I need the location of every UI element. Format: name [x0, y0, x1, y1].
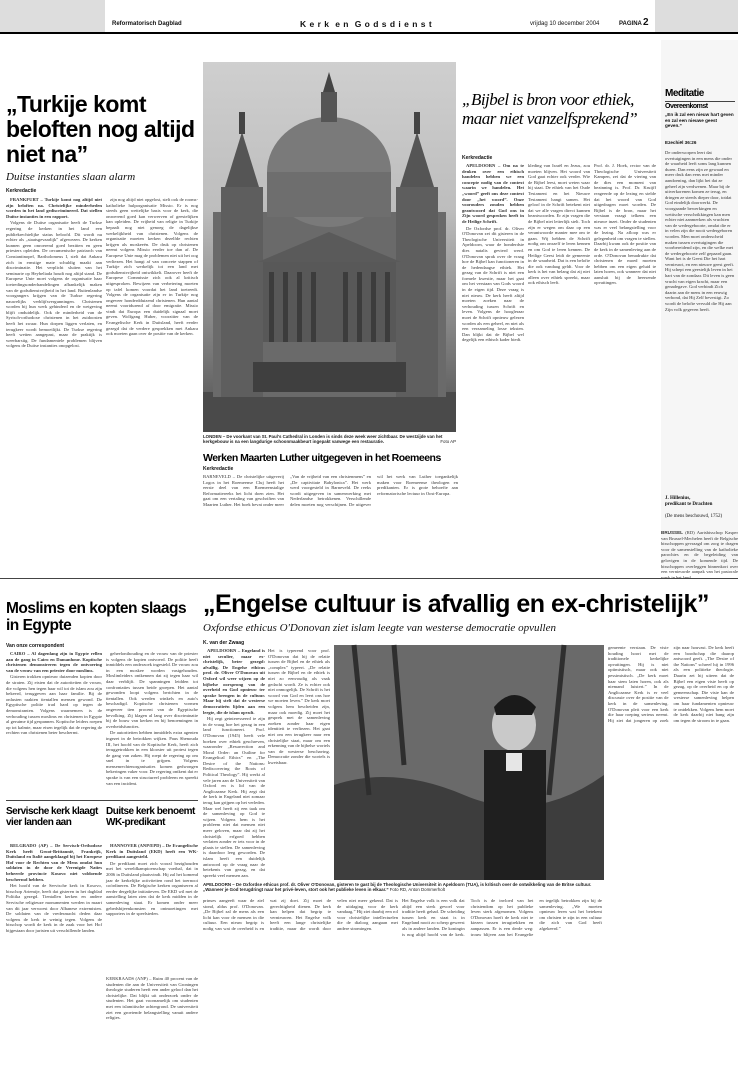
engelse-body: Hij zegt geinteresseerd te zijn in de vraag hoe het gezag in een land functioneert. Prof. O'Donovan (1945) heeft vele boeken over ethiek geschreven, waaronder „Resurrection and Moral Order: an Outline for Evangelical Ethics” en „The Desire of the Nations: Rediscovering the Roots of Political Theology”. Hij werkt al vele jaren aan de Universiteit van Oxford en is lid van de Anglicaanse Kerk. Hij zegt dat de kerk in Engeland niet zomaar terug kan grijpen op het verleden. Maar wel heeft zij een taak om de samenleving op God te wijzen. Volgens hem is het probleem niet dat mensen niet meer geloven, maar dat zij het christelijk erfgoed hebben verlaten zonder er iets voor in de plaats te stellen. De samenleving is daardoor leeg geworden. De islam heeft een duidelijk antwoord op de vraag naar de betekenis van gezag, en dat spreekt veel mensen aan.: [203, 716, 265, 878]
meditatie-body: De onderworpen leert dat overtuigingen in een mens die onder de waarheid leeft soms lang kunnen duren. Dan eens zijn ze gewaad en meer druk dan eens met minder aandoening, dan lijkt het dat ze geheel zijn verdwenen. Maar bij de uitverkorenen komen ze terug, en dringen ze steeds dieper door, totdat God eindelijk doorwerkt. De voorgaande bewerkingen en wettische verschrikkingen kan men echter niet aanmerken als vruchten van de wedergeboorte, omdat die er in velen zijn die nooit wedergeboren worden. Men moet onderscheid maken tussen overtuigingen die voorbereidend zijn, en die welke met de wedergeboorte zelf gepaard gaan. Want het is de Geest Die het hart vernieuwt, en een nieuwe geest geeft. Hij schept een geestelijk leven in het hart van de zondaar. Dit leven is geen vrucht van eigen kracht, maar een genadegave. God verbindt Zich daarin aan de mens in een eeuwig verbond, dat Hij Zelf bevestigt. Zo wordt de belofte vervuld die Hij aan Zijn volk gegeven heeft.: [665, 150, 735, 312]
bijbel-lead: APELDOORN – Om na te denken over een ethisch handelen hebben we een concepte nodig van de context waarin we handelen. Het „woord” geeft ons deze context door „het woord”. Onze voorouders zouden hebben geantwoord dat God ons in Zijn woord gesproken heeft in de Heilige Schrift.: [462, 163, 524, 224]
bijbel-col1: [462, 163, 524, 573]
section-title: K e r k e n G o d s d i e n s t: [300, 19, 433, 29]
bijbel-col2: kleding van Israël en Jezus, zou moeten blijven. Het woord van God gaat echter ook verder. Wie de Bijbel leest, moet weten waar hij staat. De ethiek van het Oude Testament en het Nieuwe Testament hangt samen. Het geloof in de Schrift betekent niet dat we alle vragen direct kunnen beantwoorden. Er zijn vragen die de Bijbel niet letterlijk stelt. Toch zijn er wegen om daar op een verantwoorde manier mee om te gaan. Wij hebben de Schrift nodig om onszelf te leren kennen en om God te leren kennen. De Heilige Geest leidt de gemeente in de waarheid. Dat is een belofte die ook vandaag geldt. Voor de kerk is het van belang dat zij niet alleen over ethiek spreekt, maar ook ethisch leeft.: [528, 163, 590, 286]
photo-st-pauls-cathedral: [203, 62, 456, 432]
divider-middle: [0, 578, 738, 579]
page-header: [0, 0, 738, 46]
engelse-lead: APELDOORN – Engeland is niet seculier, maar ex-christelijk, beter gezegd: afvallig. De Engelse ethicus prof. dr. Oliver O'Donovan uit Oxford wil weer wijzen op de bijbelse oorsprong van de overheid en God opnieuw ter sprake brengen in de cultuur. Maar hij stelt dat de westerse democratieën lijden aan een leegte, die de islam opvult.: [203, 648, 265, 715]
turkije-subtitle: Duitse instanties slaan alarm: [6, 171, 136, 183]
servische-body: Het hoofd van de Servische kerk in Kosovo, bisschop Artemije, heeft dat gisteren in het dagblad Politika gezegd. Tientallen kerken en andere Servische religieuze monumenten werden in maart van dit jaar verwoest door Albanese extremisten. De soldaten van de vredesmacht deden daar volgens de kerk te weinig tegen. Volgens de bisschop wordt de kerk in de zaak voor het Hof bijgestaan door juristen uit verschillende landen.: [6, 883, 102, 933]
moslims-body: Gisteren trokken opnieuw duizenden kopten door de straten. Zij eisten dat de autoriteiten de vrouw, die volgens hen tegen haar wil tot de islam zou zijn bekeerd, teruggeven aan haar familie. Bij de onlusten raakten tientallen mensen gewond. De Egyptische politie trad hard op tegen de demonstranten. Volgens waarnemers is de verhouding tussen moslims en christenen in Egypte al geruime tijd gespannen. Koptische leiders roepen op tot kalmte, maar eisen tegelijk dat de regering de rechten van christenen beter beschermt.: [6, 674, 102, 736]
cathedral-photo-credit: Foto AP: [440, 439, 456, 445]
luther-headline: Werken Maarten Luther uitgegeven in het Roemeens: [203, 452, 441, 464]
brussel-place: BRUSSEL: [661, 530, 683, 535]
duitse-text: [106, 843, 198, 973]
luther-byline: Kerkredactie: [203, 466, 234, 472]
servische-headline: Servische kerk klaagt vier landen aan: [6, 806, 98, 828]
duitse-lead: HANNOVER (ANP/EPD) – De Evangelische Kerk in Duitsland (EKD) heeft een WK-predikant aangesteld.: [106, 843, 198, 860]
engelse-byline: K. van der Zwaag: [203, 640, 245, 646]
moslims-headline: Moslims en kopten slaags in Egypte: [6, 600, 187, 634]
duitse-headline: Duitse kerk benoemt WK-predikant: [106, 806, 195, 828]
moslims-body2: geheelonthouding en de vrouw van de priester is volgens de kopten ontvoerd. De politie heeft inmiddels een onderzoek ingesteld. De vrouw zou in een moskee worden vastgehouden. Moslimleiders ontkennen dat zij tegen haar wil daar verblijft. De spanningen leidden tot confrontaties tussen beide groepen. Het aantal gewonden loopt volgens berichten in de tientallen. Ook werden winkels en auto's beschadigd. Koptische christenen vormen ongeveer tien procent van de Egyptische bevolking. Zij klagen al lang over discriminatie bij de bouw van kerken en bij benoemingen in overheidsfuncties.: [106, 651, 198, 729]
turkije-body2: zijn nog altijd niet opgelost, stelt ook de rooms-katholieke hulporganisatie Missio. Er is nog steeds geen wettelijke basis voor de kerk, die onroerend goed kan verwerven of geestelijken kan opleiden. De vrijheid van religie in Turkije bepaalt nog niet genoeg de dagelijkse werkelijkheid van christenen. Volgens de organisatie moeten kerken dezelfde rechten krijgen als moskeeën. De druk op christenen neemt volgens Missio eerder toe dan af. De Europese Unie mag de problemen niet uit het oog verliezen. Het hangt af van concrete stappen of Turkije zich werkelijk tot een land met godsdienstvrijheid ontwikkelt. Daarover heeft de Europese Commissie zich ook al kritisch uitgesproken. Bewijzen van verbetering moeten op tafel komen voordat het land toetreedt. Volgens de organisatie zijn er in Turkije nog ongeveer honderdduizend christenen. Hun aantal neemt voortdurend af door emigratie. Missio vindt dat Europa een duidelijk signaal moet geven. Wolfgang Huber, voorzitter van de Evangelische Kerk in Duitsland, heeft eerder gezegd dat de verdere gesprekken met Ankara ook moeten gaan over de positie van de kerken.: [106, 197, 198, 337]
brussel-body: Aartsbisschop Kasper van Brussel-Mechelen heeft de Belgische bisschoppen gevraagd om zorg te dragen voor de samenstelling van de katholieke parochies en de begeleiding van gelovigen in de komende tijd. De bisschoppen overleggen binnenkort over een vernieuwde aanpak van het pastorale: [661, 530, 738, 575]
header-rule: [0, 32, 738, 34]
engelse-subtitle: Oxfordse ethicus O'Donovan ziet islam leegte van westerse democratie opvullen: [203, 622, 556, 634]
turkije-byline: Kerkredactie: [6, 188, 37, 194]
cathedral-caption-text: LONDEN – De voorkant van St. Paul's Cathedral in Londen is sinds deze week weer zichtbaar. De westzijde van het kerkgebouw is na een langdurige schoonmaakbeurt ingepakt vanwege een restauratie.: [203, 434, 443, 445]
bijbel-headline: „Bijbel is bron voor ethiek, maar niet vanzelfsprekend”: [462, 90, 638, 128]
photo-odonovan: [334, 645, 604, 880]
moslims-lead: CAIRO – Al dagenlang zijn in Egypte rellen aan de gang in Cairo en Damanhour. Koptische christenen demonstreren tegen de ontvoering van de vrouw van een priester door moslims.: [6, 651, 102, 673]
brussel-credit: (RD): [685, 530, 695, 535]
turkije-lead: FRANKFURT – Turkije komt nog altijd niet zijn beloften na. Christelijke minderheden worden in het land gediscrimineerd. Dat stellen Duitse instanties in een rapport.: [6, 197, 102, 219]
turkije-col2: [106, 197, 198, 573]
meditatie-author-place: predikant te Drachten: [665, 502, 713, 507]
bijbel-col3: Prof. dr. J. Hoek, rector van de Theologische Universiteit Kampen, zei dat de viering van de dies een moment van bezinning is. Prof. Dr. Kruijff reageerde op de lezing en stelde dat het woord van God uitgedragen moet worden. De Bijbel is de bron, maar het verstaan vraagt telkens een nieuwe inzet. Onder de studenten was er veel belangstelling voor de lezing. Na afloop was er gelegenheid om vragen te stellen. Daarbij kwam ook de positie van de kerk in de samenleving aan de orde. O'Donovan benadrukte dat christenen de moed moeten hebben om een eigen geluid te laten horen, ook wanneer dat niet aansluit bij de heersende opvattingen.: [594, 163, 656, 286]
meditatie-heading: Meditatie: [665, 88, 704, 99]
meditatie-sidebar: [661, 40, 738, 570]
meditatie-reference: Ezechiël 36:26: [665, 140, 697, 145]
moslims-body3: De autoriteiten hebben inmiddels extra agenten ingezet in de betrokken wijken. Paus Shenouda III, het hoofd van de Koptische Kerk, heeft zich teruggetrokken in een klooster uit protest tegen de gang van zaken. Hij roept de regering op om snel in te grijpen. Volgens mensenrechtenorganisaties komen gedwongen bekeringen vaker voor. De regering ontkent dat er sprake is van een structureel probleem en spreekt van een incident.: [106, 730, 198, 786]
meditatie-author: J. Hillenius,: [665, 496, 691, 501]
moslims-byline: Van onze correspondent: [6, 643, 65, 649]
page-label: PAGINA: [619, 21, 642, 27]
bijbel-body: De Oxfordse prof. dr. Oliver O'Donovan zei dit gisteren in de Theologische Universiteit in Apeldoorn, waar de honderdste dies natalis gevierd werd. O'Donovan sprak over de vraag hoe de Bijbel kan functioneren in de hedendaagse ethiek. Het gezag van de Schrift is niet een formele kwestie, maar het gaat om het verstaan van Gods woord in de eigen tijd. Deze vraag is niet nieuw. De kerk heeft altijd moeten zoeken naar de verhouding tussen Schrift en leven. Volgens de hoogleraar moet de Schrift opnieuw gelezen worden als een geheel, en niet als een verzameling losse teksten. Dan blijkt dat de Bijbel wel degelijk een ethisch kader biedt.: [462, 225, 524, 343]
meditatie-title: Overeenkomst: [665, 103, 708, 110]
odonovan-caption-text: APELDOORN – De Oxfordse ethicus prof. dr. Oliver O'Donovan, gisteren te gast bij de Theologische Universiteit in Apeldoorn (TUA), is kritisch over de ontwikkeling van de Britse cultuur. „Wanneer je God terugdringt naar het privé-leven, stort ook het publieke leven in elkaar.”: [203, 882, 592, 893]
engelse-col1: [203, 648, 265, 876]
kerkraads-brief: KERKRAADS (ANP) – Ruim 40 procent van de studenten die aan de Universiteit van Groningen theologie studeren heeft een ander geloof dan het christelijke. Dat blijkt uit onderzoek onder de studenten. Het gaat voornamelijk om studenten met een islamitische achtergrond. De universiteit ziet een groeiende belangstelling vanuit andere religies.: [106, 976, 198, 1021]
page-number: 2: [643, 17, 649, 28]
engelse-col5: gemeente verstaan. De visie houding hoort met de traditionele kerkelijke opvattingen. Hij is niet optimistisch, maar ook niet pessimistisch. „De kerk moet haar stem laten horen, ook als niemand luistert.” In de Anglicaanse Kerk is er veel discussie over de positie van de kerk in de samenleving. O'Donovan pleit voor een kerk die haar roeping serieus neemt. Hij ziet dat jongeren op zoek zijn naar houvast. De kerk heeft een boodschap die daarop antwoord geeft. „The Desire of the Nations” schreef hij in 1996 als een politieke theologie. Daarin zet hij uiteen dat de Bijbel een eigen visie heeft op gezag, op de overheid en op de gemeenschap. Die visie kan de westerse samenleving helpen om haar fundamenten opnieuw te ontdekken. Volgens hem moet de kerk daarbij niet bang zijn om tegen de stroom in te gaan.: [608, 645, 734, 723]
issue-date: vrijdag 10 december 2004: [530, 21, 600, 27]
turkije-col1: [6, 197, 102, 573]
divider-left-lower: [6, 800, 198, 801]
turkije-body: Volgens de Duitse organisatie heeft de Turkse regering de kerken in het land een publiekrechtelijke status beloofd. Dit wordt nu echter als „staatsgevaarlijk” afgewezen. De kerken kunnen geen onroerend goed bezitten en geen priesters opleiden. De oecumenische patriarch van Constantinopel, Bartholomeus I, stelt dat Ankara zich in ernstige mate schuldig maakt aan discriminatie. Het verplicht sluiten van het seminarie op Heybeliada houdt nog altijd stand. De Europese Unie moet volgens de organisatie haar toetredingsonderhandelingen afhankelijk maken van de godsdienstvrijheid in het land. Buitenlandse voorgangers krijgen van de Turkse regering nauwelijks verblijfsvergunningen. Christenen worden bij hun werk gehinderd en de wetgeving blijft onduidelijk. Ook de minderheid van de Syrisch-orthodoxe christenen in het zuidoosten heeft het zwaar. Hun dorpen liggen verlaten, en terugkeer wordt bemoeilijkt. De Turkse regering heeft wetten aangepast, maar de praktijk is weerbarstig. De fundamentele problemen blijven volgens de Duitse instanties onopgelost.: [6, 220, 102, 349]
brussel-brief: [661, 530, 738, 575]
turkije-headline: „Turkije komt beloften nog altijd niet na”: [6, 91, 195, 167]
engelse-headline: „Engelse cultuur is afvallig en ex-christelijk”: [203, 590, 709, 618]
header-left-block: [0, 0, 105, 32]
meditatie-rule: [665, 101, 735, 102]
engelse-col3: prinses aangeeft waar de ziel stond, aldus prof. O'Donovan. „De Bijbel zal de mens als een licht kan voor de mensen in die cultuur. Een nieuw begrip is nodig van wat de overheid is en wat zij doet. Zij moet de gerechtigheid dienen. De kerk kan helpen dat begrip te vernieuwen. Het Engelse volk heeft een lange christelijke traditie, maar die wordt door velen niet meer gekend. Dat is de uitdaging voor de kerk vandaag.” Hij ziet daarbij een rol voor christelijke intellectuelen die de dialoog aangaan met andere stromingen.: [203, 898, 398, 931]
servische-lead: BELGRADO (AP) – De Servisch-Orthodoxe Kerk heeft Groot-Brittannië, Frankrijk, Duitsland en Italië aangeklaagd bij het Europese Hof voor de Rechten van de Mens omdat hun soldaten in de door de Verenigde Naties beheerde provincie Kosovo niet voldoende beschermd hebben.: [6, 843, 102, 882]
meditatie-quote: „En ik zal een nieuw hart geven en zal een nieuwe geest geven.”: [665, 112, 734, 129]
odonovan-photo-credit: Foto RD, Anton Dommerholt: [389, 887, 445, 893]
cathedral-caption: [203, 434, 456, 445]
moslims-col1: [6, 651, 102, 796]
duitse-body: De predikant moet zich vooral bezighouden met het wereldkampioenschap voetbal, dat in 2006 in Duitsland plaatsvindt. Hij zal het komend jaar de kerkelijke activiteiten rond het toernooi coördineren. De Belgische kerken organiseren al eerder dergelijke initiatieven. De EKD wil met de aanstelling laten zien dat de kerk midden in de samenleving staat. Er komen onder meer gebedsbijeenkomsten en ontmoetingen met supporters in de speelsteden.: [106, 860, 198, 917]
engelse-col4: Het Engelse volk is een volk dat altijd een sterk gevoel voor traditie heeft gehad. De scheiding tussen kerk en staat is in Engeland nooit zo scherp geweest als in andere landen. De koningin is nog altijd hoofd van de kerk. Toch is de invloed van het christendom op het publieke leven sterk afgenomen. Volgens O'Donovan hoeft de kerk niet te kiezen tussen terugtrekken en aanpassen. Er is een derde weg: trouw blijven aan het Evangelie en tegelijk betrokken zijn bij de samenleving. „We moeten opnieuw leren wat het betekent om christen te zijn in een cultuur die zich van God heeft afgekeerd.”: [402, 898, 602, 937]
newspaper-name: Reformatorisch Dagblad: [112, 21, 182, 27]
engelse-col2: Het is typerend voor prof. O'Donovan dat hij de relatie tussen de Bijbel en de ethiek als „complex” typeert. „De relatie tussen de Bijbel en de ethiek is niet zo eenvoudig als vaak gedacht wordt. Ze is echter ook niet onmogelijk. De Schrift is het woord van God en leert ons hoe we moeten leven.” De kerk moet volgens hem bescheiden zijn, maar ook moedig. Zij moet het gesprek met de samenleving zoeken zonder haar eigen identiteit te verliezen. Het gaat niet om een terugkeer naar een christelijke staat, maar om een erkenning van de bijbelse wortels van de westerse beschaving. Democratie zonder die wortels is kwetsbaar.: [268, 648, 330, 765]
moslims-col2: [106, 651, 198, 796]
header-right-block: [655, 0, 738, 32]
odonovan-illustration: [334, 645, 604, 880]
bijbel-byline: Kerkredactie: [462, 155, 493, 161]
cathedral-illustration: [203, 62, 456, 432]
odonovan-caption: [203, 882, 603, 893]
meditatie-source: (De mens beschouwd, 1752): [665, 514, 723, 519]
luther-body: BARNEVELD – De christelijke uitgeverij Logos in het Roemeense Cluj heeft het eerste deel van een Roemeenstalige Reformatiereeks het licht doen zien. Het gaat om een vertaling van geschriften van Maarten Luther. Het boek bevat onder meer „Van de vrijheid van een christenmens” en „De captivitate Babylonica”. Het werk werd voorgesteld in Barneveld. De reeks wordt uitgegeven in samenwerking met Nederlandse betrokkenen. Verschillende delen moeten nog verschijnen. De uitgever wil het werk van Luther toegankelijk maken voor Roemeense theologen en predikanten. Er is grote behoefte aan reformatorische lectuur in Oost-Europa.: [203, 474, 458, 507]
servische-text: [6, 843, 102, 1063]
